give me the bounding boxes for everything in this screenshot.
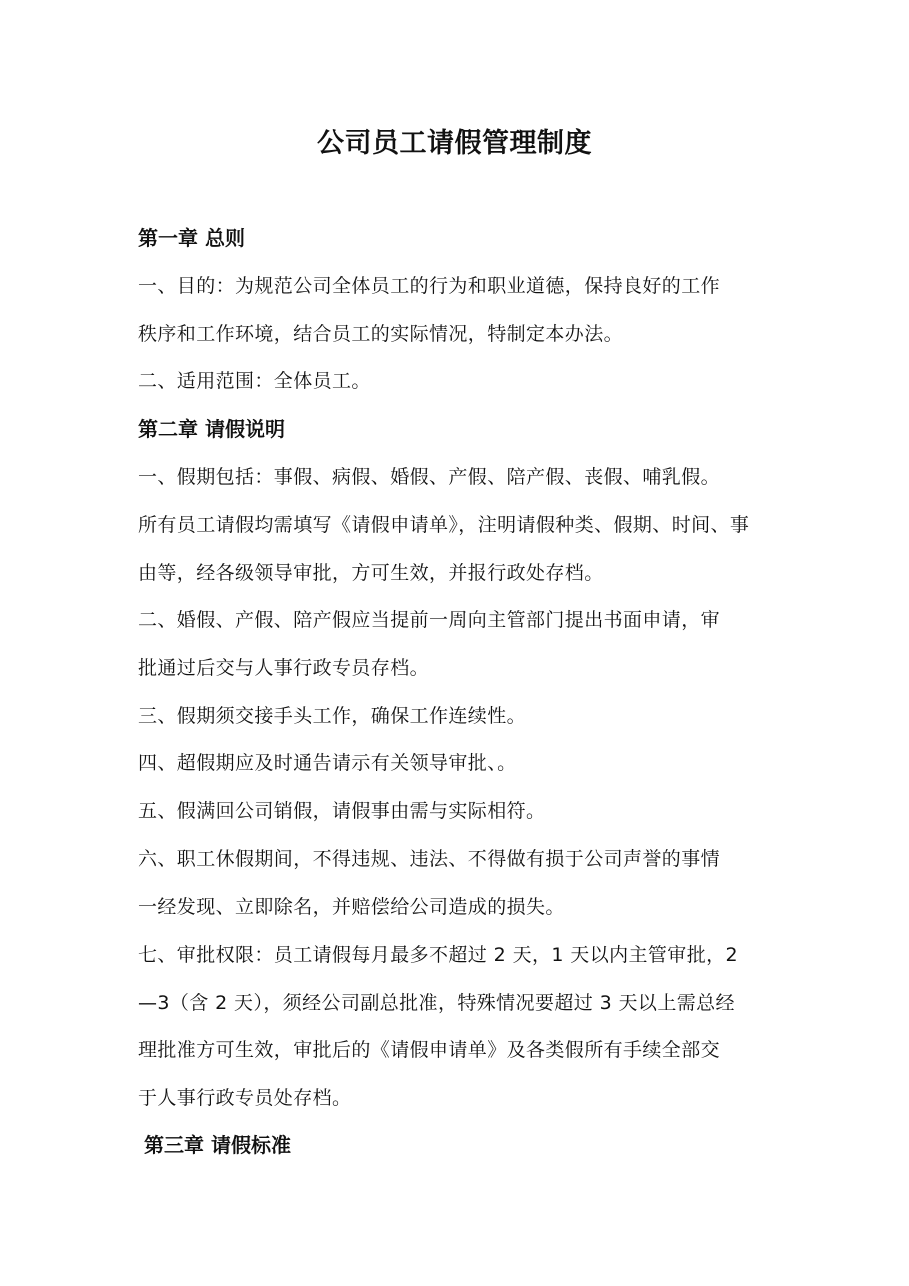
chapter-heading-leave-description: 第二章 请假说明 [138,417,285,441]
paragraph-line: 一、目的：为规范公司全体员工的行为和职业道德，保持良好的工作 [138,275,721,297]
document-title: 公司员工请假管理制度 [317,128,592,159]
paragraph-line: 二、适用范围：全体员工。 [138,370,371,392]
paragraph-line: 三、假期须交接手头工作，确保工作连续性。 [138,705,527,727]
paragraph-line: 一、假期包括：事假、病假、婚假、产假、陪产假、丧假、哺乳假。 [138,466,721,488]
chapter-heading-general: 第一章 总则 [138,226,245,250]
chapter-heading-leave-standards: 第三章 请假标准 [144,1133,291,1157]
paragraph-line: 批通过后交与人事行政专员存档。 [138,657,430,679]
paragraph-line: 理批准方可生效，审批后的《请假申请单》及各类假所有手续全部交 [138,1039,721,1061]
paragraph-line: 七、审批权限：员工请假每月最多不超过 2 天，1 天以内主管审批，2 [138,944,738,966]
paragraph-line: 四、超假期应及时通告请示有关领导审批、。 [138,752,517,774]
paragraph-line: 于人事行政专员处存档。 [138,1087,352,1109]
paragraph-line: 六、职工休假期间，不得违规、违法、不得做有损于公司声誉的事情 [138,848,721,870]
paragraph-line: —3（含 2 天），须经公司副总批准，特殊情况要超过 3 天以上需总经 [138,992,735,1014]
paragraph-line: 由等，经各级领导审批，方可生效，并报行政处存档。 [138,562,604,584]
paragraph-line: 二、婚假、产假、陪产假应当提前一周向主管部门提出书面申请，审 [138,609,721,631]
paragraph-line: 所有员工请假均需填写《请假申请单》，注明请假种类、假期、时间、事 [138,514,750,536]
paragraph-line: 五、假满回公司销假，请假事由需与实际相符。 [138,800,546,822]
paragraph-line: 一经发现、立即除名，并赔偿给公司造成的损失。 [138,896,565,918]
paragraph-line: 秩序和工作环境，结合员工的实际情况，特制定本办法。 [138,323,624,345]
